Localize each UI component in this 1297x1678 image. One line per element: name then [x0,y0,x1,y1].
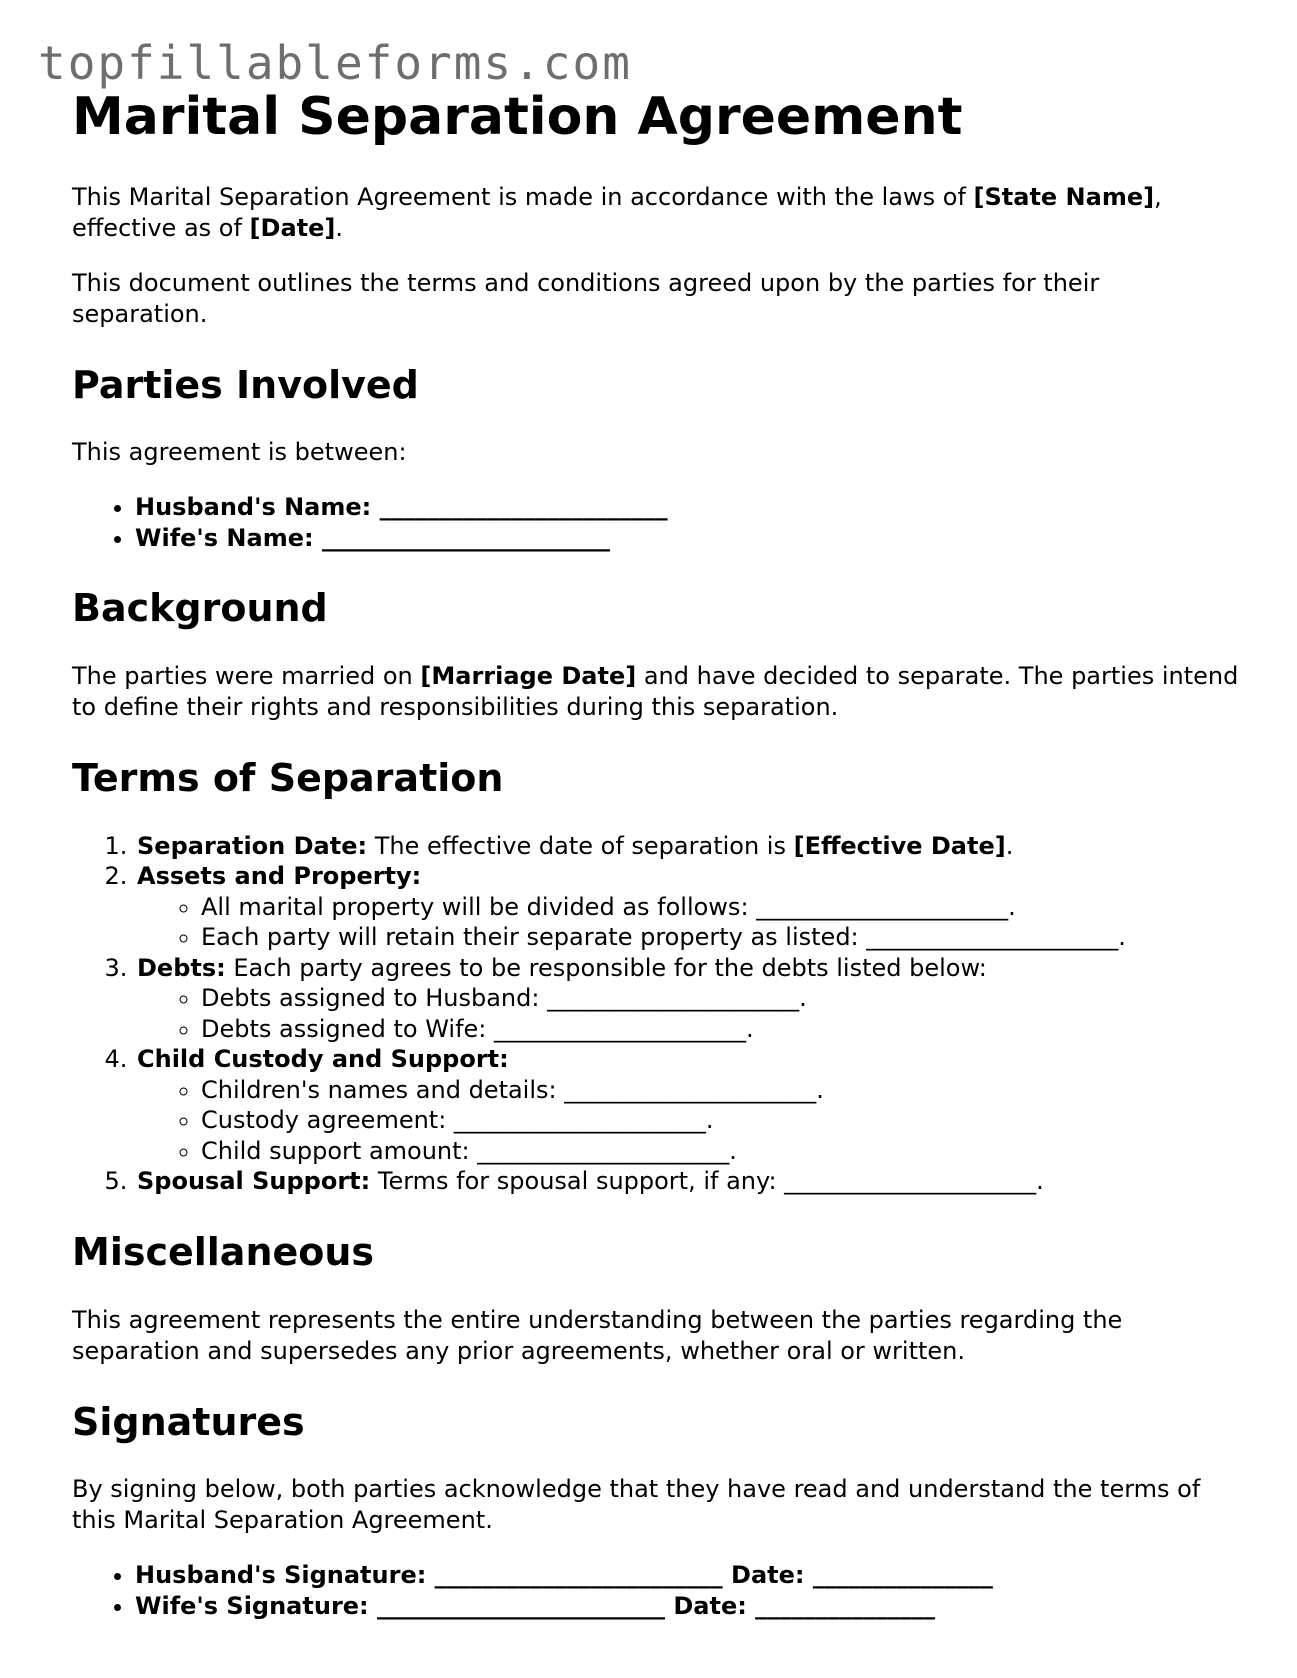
term-debts: 3. Debts: Each party agrees to be responsible for the debts listed below: ◦ Debts assigned to Husband: _____________________. ◦ Debts assigned to Wife: _____________________. [135,953,1242,1045]
terms-heading: Terms of Separation [72,756,504,801]
wife-name-item: • Wife's Name: ________________________ [135,523,1242,554]
children-details-field[interactable]: ◦ Children's names and details: _____________________. [201,1075,1242,1106]
background-text: The parties were married on [Marriage Date] and have decided to separate. The parties intend to define their rights and responsibilities during this separation. [72,662,1239,722]
term-assets-property: 2. Assets and Property: ◦ All marital property will be divided as follows: _____________________. ◦ Each party will retain their separate property as listed: _____________________. [135,861,1242,953]
intro-paragraph-2: This document outlines the terms and conditions agreed upon by the parties for their separation. [72,268,1100,328]
signatures-text: By signing below, both parties acknowledge that they have read and understand the terms of this Marital Separation Agreement. [72,1475,1201,1535]
document [72,88,1242,1621]
term-separation-date: 1. Separation Date: The effective date of separation is [Effective Date]. [135,831,1242,862]
background-heading: Background [72,586,328,631]
custody-sublist [137,1075,1242,1167]
wife-signature-item[interactable]: • Wife's Signature: ________________________ Date: _______________ [135,1591,1242,1622]
terms-list [72,831,1242,1197]
parties-list [72,492,1242,553]
spousal-support-field[interactable]: Terms for spousal support, if any: _____________________. [370,1167,1044,1196]
signatures-list [72,1560,1242,1621]
husband-debts-field[interactable]: ◦ Debts assigned to Husband: _____________________. [201,983,1242,1014]
husband-name-item: • Husband's Name: ________________________ [135,492,1242,523]
husband-signature-item[interactable]: • Husband's Signature: ________________________ Date: _______________ [135,1560,1242,1591]
custody-agreement-field[interactable]: ◦ Custody agreement: _____________________. [201,1105,1242,1136]
marital-property-field[interactable]: ◦ All marital property will be divided as follows: _____________________. [201,892,1242,923]
signatures-heading: Signatures [72,1399,305,1444]
assets-sublist [137,892,1242,953]
parties-heading: Parties Involved [72,362,419,407]
term-child-custody: 4. Child Custody and Support: ◦ Children's names and details: _____________________. ◦ Custody agreement: _____________________. ◦ Child support amount: _____________________. [135,1044,1242,1166]
effective-date-placeholder: [Effective Date] [793,831,1006,860]
watermark: topfillableforms.com [38,36,632,90]
parties-text: This agreement is between: [72,438,407,467]
marriage-date-placeholder: [Marriage Date] [420,662,637,691]
wife-name-field[interactable]: ________________________ [321,523,610,552]
state-name-placeholder: [State Name] [973,182,1155,211]
child-support-field[interactable]: ◦ Child support amount: _____________________. [201,1136,1242,1167]
misc-heading: Miscellaneous [72,1229,375,1274]
debts-sublist [137,983,1242,1044]
wife-debts-field[interactable]: ◦ Debts assigned to Wife: _____________________. [201,1014,1242,1045]
intro-paragraph-1: This Marital Separation Agreement is made in accordance with the laws of [State Name], effective as of [Date]. [72,182,1162,242]
separate-property-field[interactable]: ◦ Each party will retain their separate property as listed: _____________________. [201,922,1242,953]
page-title: Marital Separation Agreement [72,87,963,147]
misc-text: This agreement represents the entire understanding between the parties regarding the separation and supersedes any prior agreements, whether oral or written. [72,1305,1123,1365]
date-placeholder: [Date] [249,213,336,242]
term-spousal-support: 5. Spousal Support: Terms for spousal support, if any: _____________________. [135,1166,1242,1197]
husband-name-field[interactable]: ________________________ [379,493,668,522]
